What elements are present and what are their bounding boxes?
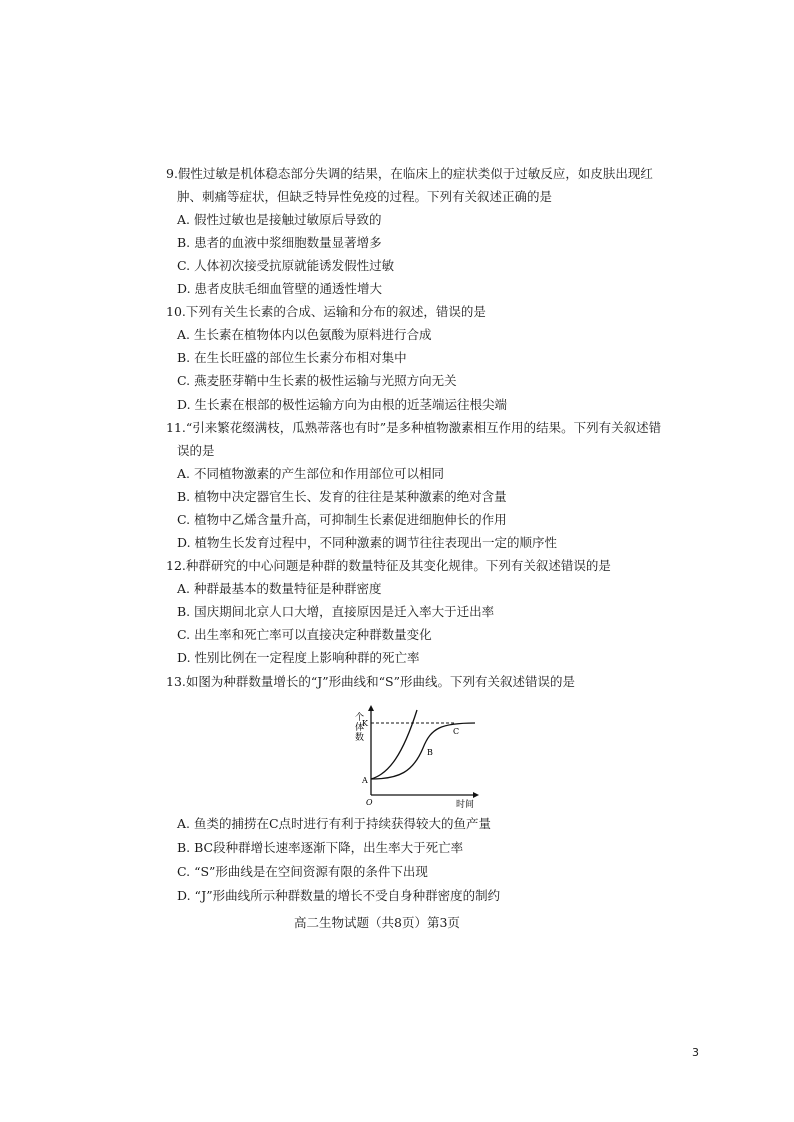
q10-option-d: D. 生长素在根部的极性运输方向为由根的近茎端运往根尖端 (177, 397, 508, 412)
q11-option-c: C. 植物中乙烯含量升高，可抑制生长素促进细胞伸长的作用 (177, 512, 507, 527)
q10-option-c: C. 燕麦胚芽鞘中生长素的极性运输与光照方向无关 (177, 373, 457, 388)
q12-option-a: A. 种群最基本的数量特征是种群密度 (177, 581, 382, 596)
q10-stem: 10.下列有关生长素的合成、运输和分布的叙述，错误的是 (166, 304, 486, 319)
q9-stem-line1: 9.假性过敏是机体稳态部分失调的结果，在临床上的症状类似于过敏反应，如皮肤出现红 (166, 166, 653, 181)
q11-option-d: D. 植物生长发育过程中，不同种激素的调节往往表现出一定的顺序性 (177, 535, 558, 550)
y-axis-arrow (368, 705, 374, 711)
q12-option-d: D. 性别比例在一定程度上影响种群的死亡率 (177, 650, 420, 665)
q12-option-c: C. 出生率和死亡率可以直接决定种群数量变化 (177, 627, 432, 642)
x-axis-label: 时间 (456, 800, 475, 810)
q11-stem-line2: 误的是 (177, 443, 215, 458)
x-axis-arrow (473, 792, 479, 798)
a-label: A (362, 776, 368, 785)
k-label: K (362, 719, 368, 728)
q9-stem-line2: 肿、刺痛等症状，但缺乏特异性免疫的过程。下列有关叙述正确的是 (177, 189, 553, 204)
page-footer: 高二生物试题（共8页）第3页 (294, 915, 460, 930)
y-axis-label-2: 体 (355, 723, 365, 733)
q12-option-b: B. 国庆期间北京人口大增，直接原因是迁入率大于迁出率 (177, 604, 495, 619)
q13-stem: 13.如图为种群数量增长的“J”形曲线和“S”形曲线。下列有关叙述错误的是 (166, 674, 576, 689)
q13-option-d: D. “J”形曲线所示种群数量的增长不受自身种群密度的制约 (177, 888, 501, 903)
q9-option-d: D. 患者皮肤毛细血管壁的通透性增大 (177, 281, 383, 296)
q11-option-b: B. 植物中决定器官生长、发育的往往是某种激素的绝对含量 (177, 489, 507, 504)
page-number: 3 (692, 1046, 699, 1059)
q12-stem: 12.种群研究的中心问题是种群的数量特征及其变化规律。下列有关叙述错误的是 (166, 558, 611, 573)
origin-label: O (366, 798, 373, 807)
q13-option-a: A. 鱼类的捕捞在C点时进行有利于持续获得较大的鱼产量 (177, 816, 492, 831)
b-label: B (427, 748, 433, 757)
y-axis-label-1: 个 (355, 713, 365, 723)
q13-option-c: C. “S”形曲线是在空间资源有限的条件下出现 (177, 864, 428, 879)
q10-option-b: B. 在生长旺盛的部位生长素分布相对集中 (177, 350, 407, 365)
q13-option-b: B. BC段种群增长速率逐渐下降，出生率大于死亡率 (177, 840, 464, 855)
c-label: C (453, 727, 460, 736)
y-axis-label-3: 数 (355, 733, 365, 743)
q11-option-a: A. 不同植物激素的产生部位和作用部位可以相同 (177, 466, 444, 481)
q9-option-c: C. 人体初次接受抗原就能诱发假性过敏 (177, 258, 395, 273)
q10-option-a: A. 生长素在植物体内以色氨酸为原料进行合成 (177, 327, 432, 342)
population-growth-chart (355, 704, 485, 814)
q11-stem-line1: 11.“引来繁花缀满枝，瓜熟蒂落也有时”是多种植物激素相互作用的结果。下列有关叙述错 (166, 420, 662, 435)
q9-option-a: A. 假性过敏也是接触过敏原后导致的 (177, 212, 382, 227)
q9-option-b: B. 患者的血液中浆细胞数量显著增多 (177, 235, 382, 250)
